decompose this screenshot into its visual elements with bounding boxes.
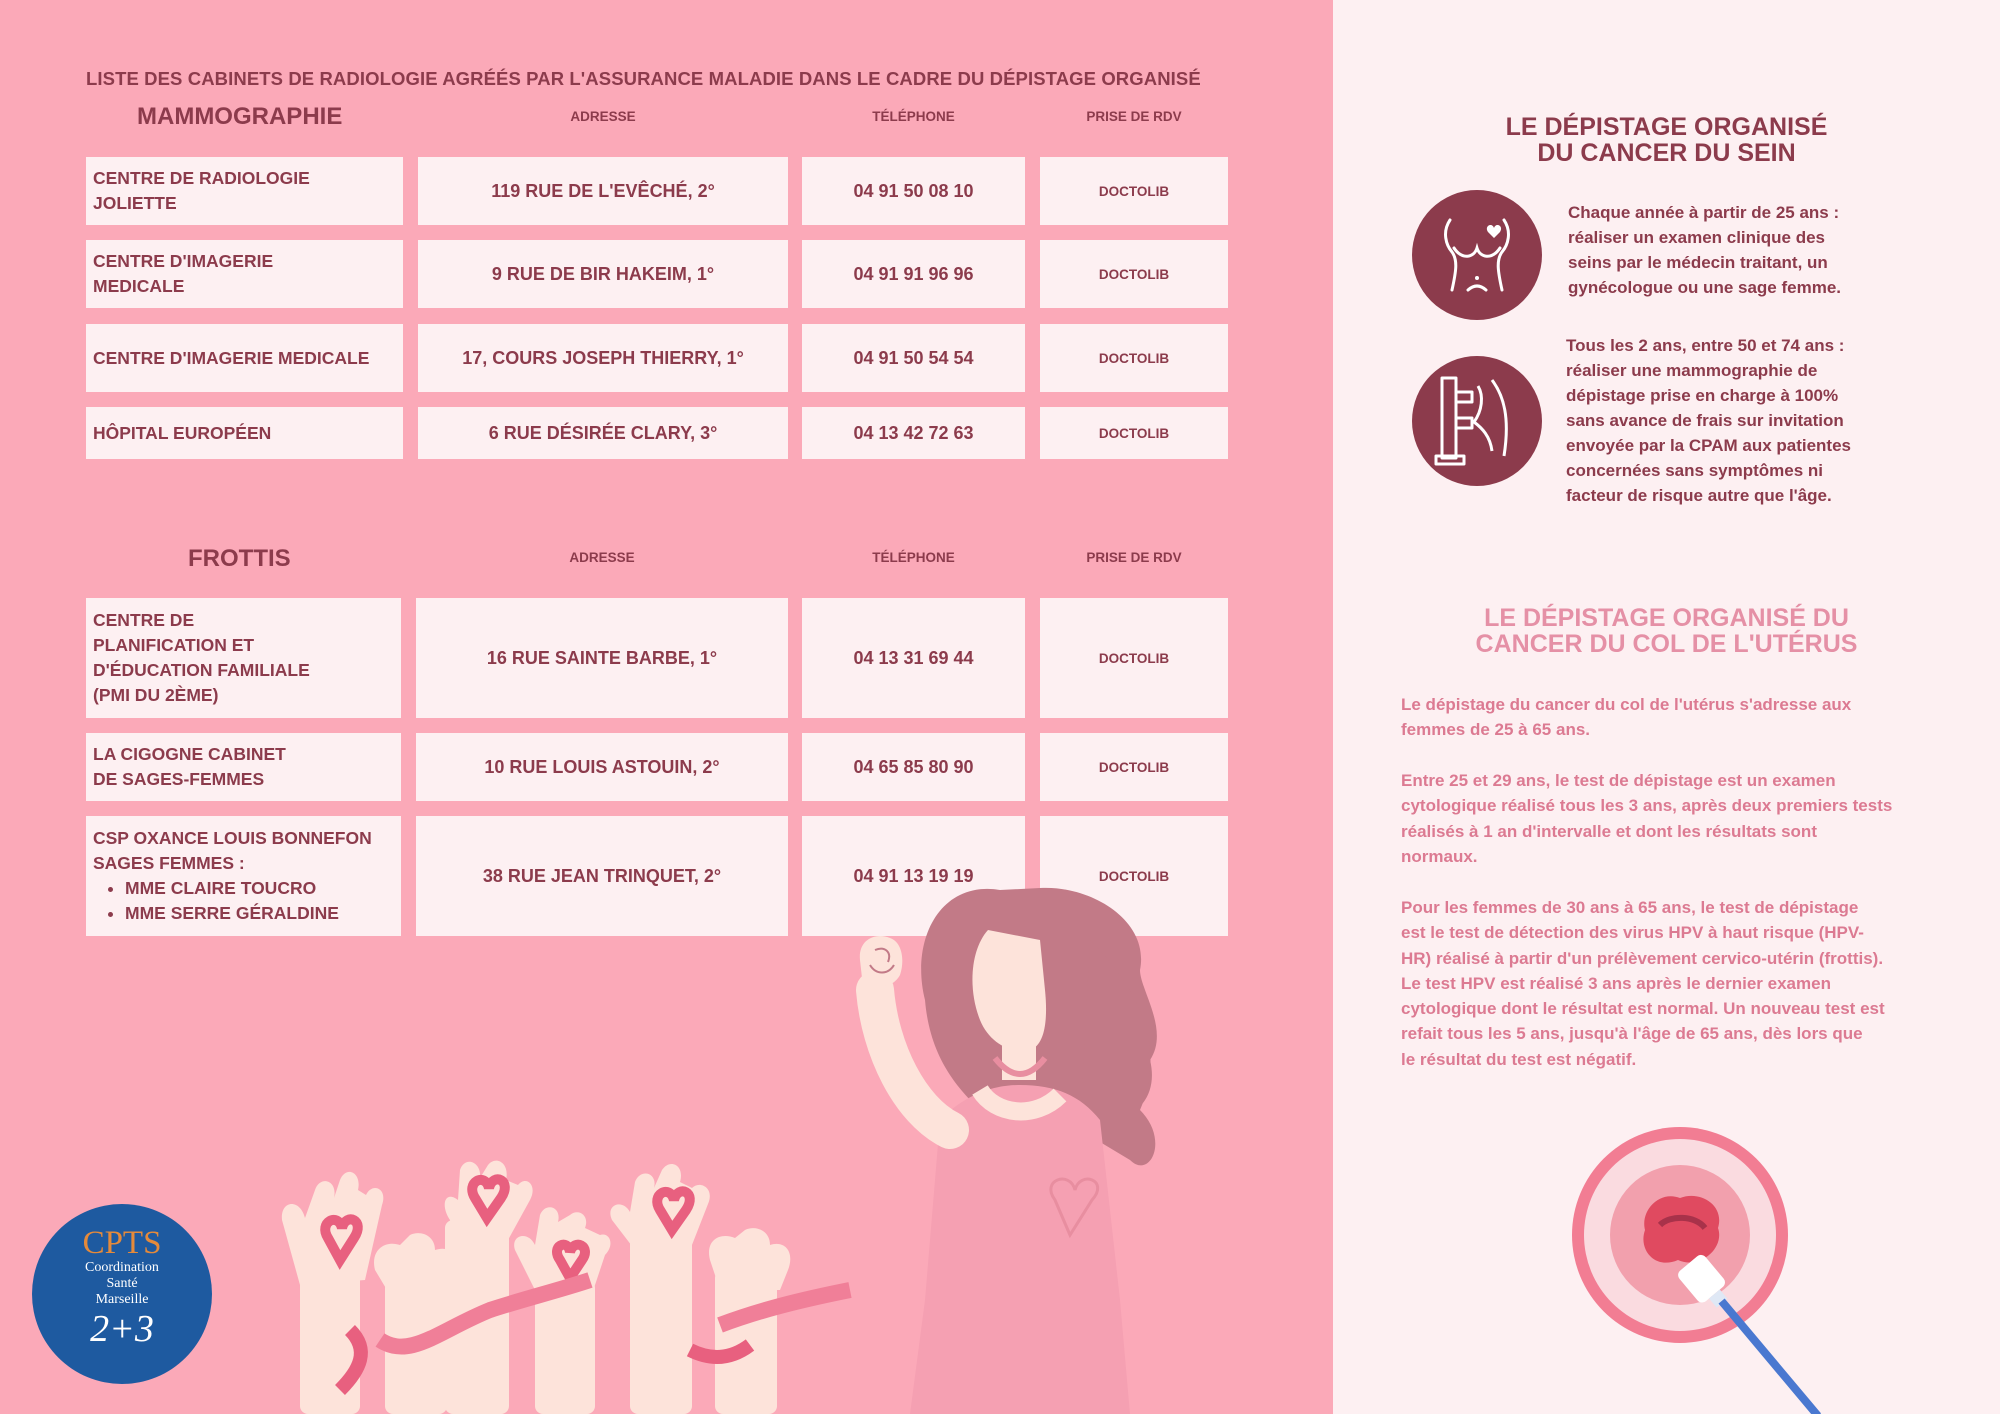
frottis-row-1-address: 16 RUE SAINTE BARBE, 1°	[416, 598, 788, 718]
frottis-row-3-phone: 04 91 13 19 19	[802, 816, 1025, 936]
frottis-row-1-phone: 04 13 31 69 44	[802, 598, 1025, 718]
mammo-row-3-phone: 04 91 50 54 54	[802, 324, 1025, 392]
cervical-screening-para-2: Entre 25 et 29 ans, le test de dépistage est un examen cytologique réalisé tous les 3 ans, après deux premiers tests réalisés à 1 an d'intervalle et dont les résultats sont normaux.	[1401, 771, 1893, 866]
breast-screening-para-2: Tous les 2 ans, entre 50 et 74 ans : réaliser une mammographie de dépistage prise en charge à 100% sans avance de frais sur invitation envoyée par la CPAM aux patientes concernées sans symptômes ni facteur de risque autre que l'âge.	[1566, 336, 1852, 505]
mammo-row-4-rdv[interactable]: DOCTOLIB	[1040, 407, 1228, 459]
mammo-title: MAMMOGRAPHIE	[137, 103, 343, 130]
mammo-row-2-phone: 04 91 91 96 96	[802, 240, 1025, 308]
woman-illustration	[830, 880, 1250, 1414]
mammo-row-2-rdv[interactable]: DOCTOLIB	[1040, 240, 1228, 308]
frottis-row-2-address: 10 RUE LOUIS ASTOUIN, 2°	[416, 733, 788, 801]
frottis-col-address: ADRESSE	[569, 550, 635, 565]
logo-number: 2+3	[90, 1308, 154, 1350]
breast-screening-para-1: Chaque année à partir de 25 ans : réaliser un examen clinique des seins par le médecin traitant, un gynécologue ou une sage femme.	[1568, 203, 1842, 297]
frottis-row-1-name: CENTRE DE PLANIFICATION ET D'ÉDUCATION FAMILIALE (PMI DU 2ÈME)	[86, 598, 401, 718]
mammo-row-1-address: 119 RUE DE L'EVÊCHÉ, 2°	[418, 157, 788, 225]
mammo-row-4-address: 6 RUE DÉSIRÉE CLARY, 3°	[418, 407, 788, 459]
mammo-row-4-phone: 04 13 42 72 63	[802, 407, 1025, 459]
mammo-row-3-rdv[interactable]: DOCTOLIB	[1040, 324, 1228, 392]
breast-exam-icon	[1412, 190, 1542, 320]
page-title: LISTE DES CABINETS DE RADIOLOGIE AGRÉÉS PAR L'ASSURANCE MALADIE DANS LE CADRE DU DÉPISTAGE ORGANISÉ	[86, 68, 1201, 89]
cervical-screening-title: LE DÉPISTAGE ORGANISÉ DU CANCER DU COL DE L'UTÉRUS	[1475, 604, 1858, 658]
frottis-row-2-name: LA CIGOGNE CABINET DE SAGES-FEMMES	[86, 733, 401, 801]
mammography-icon	[1412, 356, 1542, 486]
midwife-item: • MME SERRE GÉRALDINE	[125, 901, 401, 926]
frottis-row-1-rdv[interactable]: DOCTOLIB	[1040, 598, 1228, 718]
frottis-row-3-rdv[interactable]: DOCTOLIB	[1040, 816, 1228, 936]
mammo-row-3-name: CENTRE D'IMAGERIE MEDICALE	[86, 324, 403, 392]
mammo-col-rdv: PRISE DE RDV	[1086, 109, 1182, 124]
mammo-row-4-name: HÔPITAL EUROPÉEN	[86, 407, 403, 459]
mammo-row-1-phone: 04 91 50 08 10	[802, 157, 1025, 225]
cervical-screening-para-1: Le dépistage du cancer du col de l'utérus s'adresse aux femmes de 25 à 65 ans.	[1401, 695, 1852, 740]
mammo-row-2-address: 9 RUE DE BIR HAKEIM, 1°	[418, 240, 788, 308]
mammo-row-3-address: 17, COURS JOSEPH THIERRY, 1°	[418, 324, 788, 392]
mammo-row-1-rdv[interactable]: DOCTOLIB	[1040, 157, 1228, 225]
mammo-col-phone: TÉLÉPHONE	[872, 109, 955, 124]
midwife-item: • MME CLAIRE TOUCRO	[125, 876, 401, 901]
logo-line-3: Marseille	[95, 1292, 149, 1307]
logo-line-1: Coordination	[85, 1260, 159, 1275]
frottis-row-3-name: CSP OXANCE LOUIS BONNEFON SAGES FEMMES : • MME CLAIRE TOUCRO • MME SERRE GÉRALDINE	[86, 816, 401, 936]
mammo-col-address: ADRESSE	[570, 109, 636, 124]
logo-name: CPTS	[82, 1225, 162, 1261]
breast-screening-title: LE DÉPISTAGE ORGANISÉ DU CANCER DU SEIN	[1505, 113, 1828, 167]
frottis-title: FROTTIS	[188, 545, 291, 572]
midwife-list	[93, 876, 401, 926]
mammo-row-2-name: CENTRE D'IMAGERIE MEDICALE	[86, 240, 403, 308]
cervical-screening-para-3: Pour les femmes de 30 ans à 65 ans, le test de dépistage est le test de détection des virus HPV à haut risque (HPV- HR) réalisé à partir d'un prélèvement cervico-utérin (frottis). Le test HPV est réalisé 3 ans après le dernier examen cytologique dont le résultat est normal. Un nouveau test est refait tous les 5 ans, jusqu'à l'âge de 65 ans, dès lors que le résultat du test est négatif.	[1401, 898, 1885, 1069]
raised-hands-illustration	[260, 1160, 860, 1414]
frottis-row-2-phone: 04 65 85 80 90	[802, 733, 1025, 801]
frottis-row-3-address: 38 RUE JEAN TRINQUET, 2°	[416, 816, 788, 936]
frottis-col-phone: TÉLÉPHONE	[872, 550, 955, 565]
cpts-logo	[32, 1204, 212, 1384]
logo-line-2: Santé	[106, 1276, 138, 1291]
frottis-row-2-rdv[interactable]: DOCTOLIB	[1040, 733, 1228, 801]
cervix-swab-illustration	[1560, 1120, 1880, 1414]
mammo-row-1-name: CENTRE DE RADIOLOGIE JOLIETTE	[86, 157, 403, 225]
frottis-col-rdv: PRISE DE RDV	[1086, 550, 1182, 565]
